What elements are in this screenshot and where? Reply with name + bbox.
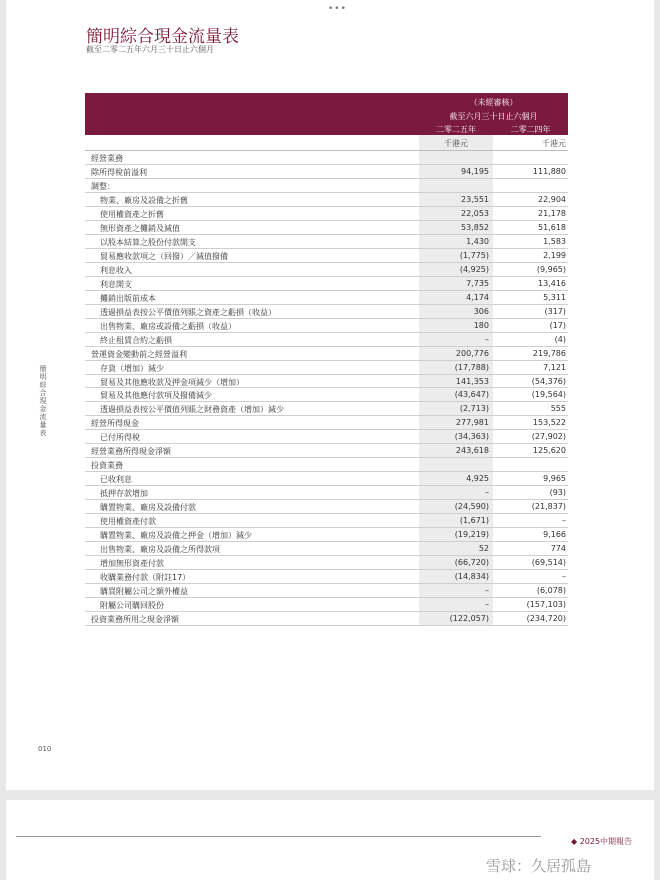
table-row bbox=[85, 556, 568, 570]
value-2025: (43,647) bbox=[454, 390, 489, 400]
table-row bbox=[85, 458, 568, 472]
table-row bbox=[85, 402, 568, 416]
value-2024: (234,720) bbox=[526, 613, 566, 623]
table-row bbox=[85, 361, 568, 375]
table-row bbox=[85, 207, 568, 221]
row-label: 經營業務所得現金淨額 bbox=[91, 447, 171, 457]
value-2025: 7,735 bbox=[466, 278, 489, 288]
table-row bbox=[85, 388, 568, 402]
value-2024: (6,078) bbox=[536, 586, 566, 596]
value-2024: (317) bbox=[544, 306, 566, 316]
value-2025: (19,219) bbox=[454, 530, 489, 540]
value-2025: 52 bbox=[478, 544, 489, 554]
row-label: 出售物業、廠房及設備之所得款項 bbox=[100, 545, 220, 555]
row-label: 貿易及其他應收款及押金項減少（增加） bbox=[100, 377, 244, 387]
value-2024: 555 bbox=[550, 404, 566, 414]
row-label: 已付所得稅 bbox=[100, 433, 140, 443]
page-number: 010 bbox=[38, 745, 52, 753]
value-2024: 219,786 bbox=[532, 348, 566, 358]
row-label: 附屬公司購回股份 bbox=[100, 601, 164, 610]
page-title: 簡明綜合現金流量表 bbox=[86, 27, 239, 47]
value-2025: (4,925) bbox=[459, 264, 489, 274]
audit-label: （未經審核） bbox=[469, 98, 518, 107]
value-2024: (27,902) bbox=[531, 432, 566, 442]
row-label: 投資業務所用之現金淨額 bbox=[91, 614, 179, 624]
cash-flow-table bbox=[85, 150, 568, 626]
table-row bbox=[85, 444, 568, 458]
table-row bbox=[85, 151, 568, 165]
table-row bbox=[85, 500, 568, 514]
value-2024: (69,514) bbox=[531, 558, 566, 568]
value-2025: 4,174 bbox=[466, 292, 489, 302]
value-2024: (93) bbox=[549, 488, 566, 498]
value-2024: 22,904 bbox=[538, 194, 566, 204]
value-2025: 1,430 bbox=[466, 236, 489, 246]
table-row bbox=[85, 333, 568, 347]
footer-rule bbox=[16, 836, 541, 837]
table-row bbox=[85, 249, 568, 263]
row-label: 增加無形資產付款 bbox=[100, 559, 164, 569]
table-row bbox=[85, 570, 568, 584]
side-section-label: 簡明綜合現金流量表 bbox=[39, 365, 47, 437]
table-row bbox=[85, 486, 568, 500]
row-label: 物業、廠房及設備之折舊 bbox=[100, 195, 188, 205]
value-2025: – bbox=[485, 488, 489, 498]
value-2025: – bbox=[485, 600, 489, 609]
value-2025: 22,053 bbox=[461, 208, 489, 218]
row-label: 調整： bbox=[91, 181, 115, 191]
value-2025: – bbox=[485, 586, 489, 596]
period-label: 截至六月三十日止六個月 bbox=[449, 112, 538, 121]
value-2024: 125,620 bbox=[532, 446, 566, 456]
table-row bbox=[85, 179, 568, 193]
unit-row bbox=[85, 135, 568, 150]
value-2025: 94,195 bbox=[461, 166, 489, 176]
table-row bbox=[85, 305, 568, 319]
page-drag-dots[interactable]: ••• bbox=[328, 4, 347, 14]
row-label: 無形資產之攤銷及減值 bbox=[100, 223, 180, 233]
value-2024: (54,376) bbox=[531, 376, 566, 386]
table-row bbox=[85, 347, 568, 361]
value-2025: 306 bbox=[473, 306, 489, 316]
value-2025: – bbox=[485, 334, 489, 344]
unit-2024: 千港元 bbox=[542, 139, 566, 148]
value-2024: 2,199 bbox=[543, 250, 566, 260]
value-2025: (24,590) bbox=[454, 502, 489, 512]
row-label: 透過損益表按公平價值列賬之資產之虧損（收益） bbox=[100, 307, 276, 317]
table-row bbox=[85, 584, 568, 598]
unit-2025: 千港元 bbox=[444, 139, 468, 148]
value-2025: 4,925 bbox=[466, 474, 489, 484]
table-row bbox=[85, 528, 568, 542]
value-2024: (4) bbox=[554, 334, 566, 344]
row-label: 營運資金變動前之經營溢利 bbox=[91, 349, 187, 359]
row-label: 攤銷出版前成本 bbox=[100, 293, 156, 303]
row-label: 經營業務 bbox=[91, 154, 123, 163]
row-label: 除所得稅前溢利 bbox=[91, 167, 147, 177]
row-label: 貿易及其他應付款項及撥備減少 bbox=[100, 391, 212, 401]
value-2025: 53,852 bbox=[461, 222, 489, 232]
report-brand: ◆ 2025中期報告 bbox=[571, 837, 633, 846]
value-2025: 180 bbox=[473, 320, 489, 330]
value-2024: 7,121 bbox=[543, 362, 566, 372]
table-row bbox=[85, 375, 568, 389]
table-row bbox=[85, 416, 568, 430]
row-label: 貿易應收款項之（回撥）／減值撥備 bbox=[100, 251, 228, 261]
row-label: 利息開支 bbox=[100, 279, 132, 289]
table-row bbox=[85, 542, 568, 556]
row-label: 透過損益表按公平價值列賬之財務資產（增加）減少 bbox=[100, 405, 284, 415]
value-2025: 243,618 bbox=[455, 446, 489, 456]
table-row bbox=[85, 472, 568, 486]
value-2024: 51,618 bbox=[538, 222, 566, 232]
value-2024: (21,837) bbox=[531, 502, 566, 512]
table-row bbox=[85, 221, 568, 235]
table-row bbox=[85, 165, 568, 179]
value-2024: 9,965 bbox=[543, 474, 566, 484]
value-2024: (157,103) bbox=[526, 600, 566, 609]
value-2024: (17) bbox=[549, 320, 566, 330]
page-subtitle: 截至二零二五年六月三十日止六個月 bbox=[86, 45, 214, 54]
value-2025: 277,981 bbox=[455, 418, 489, 428]
value-2025: (66,720) bbox=[454, 558, 489, 568]
table-row bbox=[85, 291, 568, 305]
column-2024: 二零二四年 bbox=[510, 125, 551, 134]
row-label: 終止租賃合約之虧損 bbox=[100, 335, 172, 345]
table-header bbox=[85, 93, 568, 135]
value-2024: – bbox=[562, 572, 566, 582]
value-2024: 13,416 bbox=[538, 278, 566, 288]
value-2024: 153,522 bbox=[532, 418, 566, 428]
row-label: 出售物業、廠房或設備之虧損（收益） bbox=[100, 321, 236, 331]
table-row bbox=[85, 598, 568, 612]
value-2025: (2,713) bbox=[459, 404, 489, 414]
table-row bbox=[85, 612, 568, 626]
row-label: 購置物業、廠房及設備之押金（增加）減少 bbox=[100, 531, 252, 541]
next-page bbox=[6, 800, 654, 880]
document-page bbox=[6, 0, 654, 790]
value-2025: 200,776 bbox=[455, 348, 489, 358]
value-2025: 23,551 bbox=[461, 194, 489, 204]
table-row bbox=[85, 430, 568, 444]
value-2025: (122,057) bbox=[449, 613, 489, 623]
table-row bbox=[85, 263, 568, 277]
row-label: 已收利息 bbox=[100, 475, 132, 485]
value-2024: 21,178 bbox=[538, 208, 566, 218]
table-row bbox=[85, 235, 568, 249]
value-2025: (34,363) bbox=[454, 432, 489, 442]
table-row bbox=[85, 277, 568, 291]
value-2025: (14,834) bbox=[454, 572, 489, 582]
value-2024: 9,166 bbox=[543, 530, 566, 540]
value-2024: 5,311 bbox=[543, 292, 566, 302]
value-2025: (1,775) bbox=[459, 250, 489, 260]
row-label: 使用權資產付款 bbox=[100, 517, 156, 527]
row-label: 經營所得現金 bbox=[91, 419, 139, 429]
row-label: 購買附屬公司之額外權益 bbox=[100, 587, 188, 597]
value-2024: – bbox=[562, 516, 566, 526]
value-2024: 1,583 bbox=[543, 236, 566, 246]
value-2025: (1,671) bbox=[459, 516, 489, 526]
value-2025: 141,353 bbox=[455, 376, 489, 386]
column-2025: 二零二五年 bbox=[436, 125, 476, 134]
table-row bbox=[85, 193, 568, 207]
watermark: 雪球：久居孤島 bbox=[486, 857, 592, 875]
row-label: 投資業務 bbox=[91, 461, 123, 471]
table-row bbox=[85, 514, 568, 528]
value-2024: 111,880 bbox=[532, 166, 566, 176]
row-label: 收購業務付款（附註17） bbox=[100, 573, 191, 583]
row-label: 利息收入 bbox=[100, 265, 132, 275]
row-label: 抵押存款增加 bbox=[100, 489, 148, 499]
row-label: 使用權資產之折舊 bbox=[100, 209, 164, 219]
value-2024: (9,965) bbox=[536, 264, 566, 274]
row-label: 購置物業、廠房及設備付款 bbox=[100, 503, 196, 513]
row-label: 存貨（增加）減少 bbox=[100, 363, 164, 373]
value-2024: 774 bbox=[550, 544, 566, 554]
value-2025: (17,788) bbox=[454, 362, 489, 372]
table-row bbox=[85, 319, 568, 333]
value-2024: (19,564) bbox=[531, 390, 566, 400]
row-label: 以股本結算之股份付款開支 bbox=[100, 237, 196, 247]
